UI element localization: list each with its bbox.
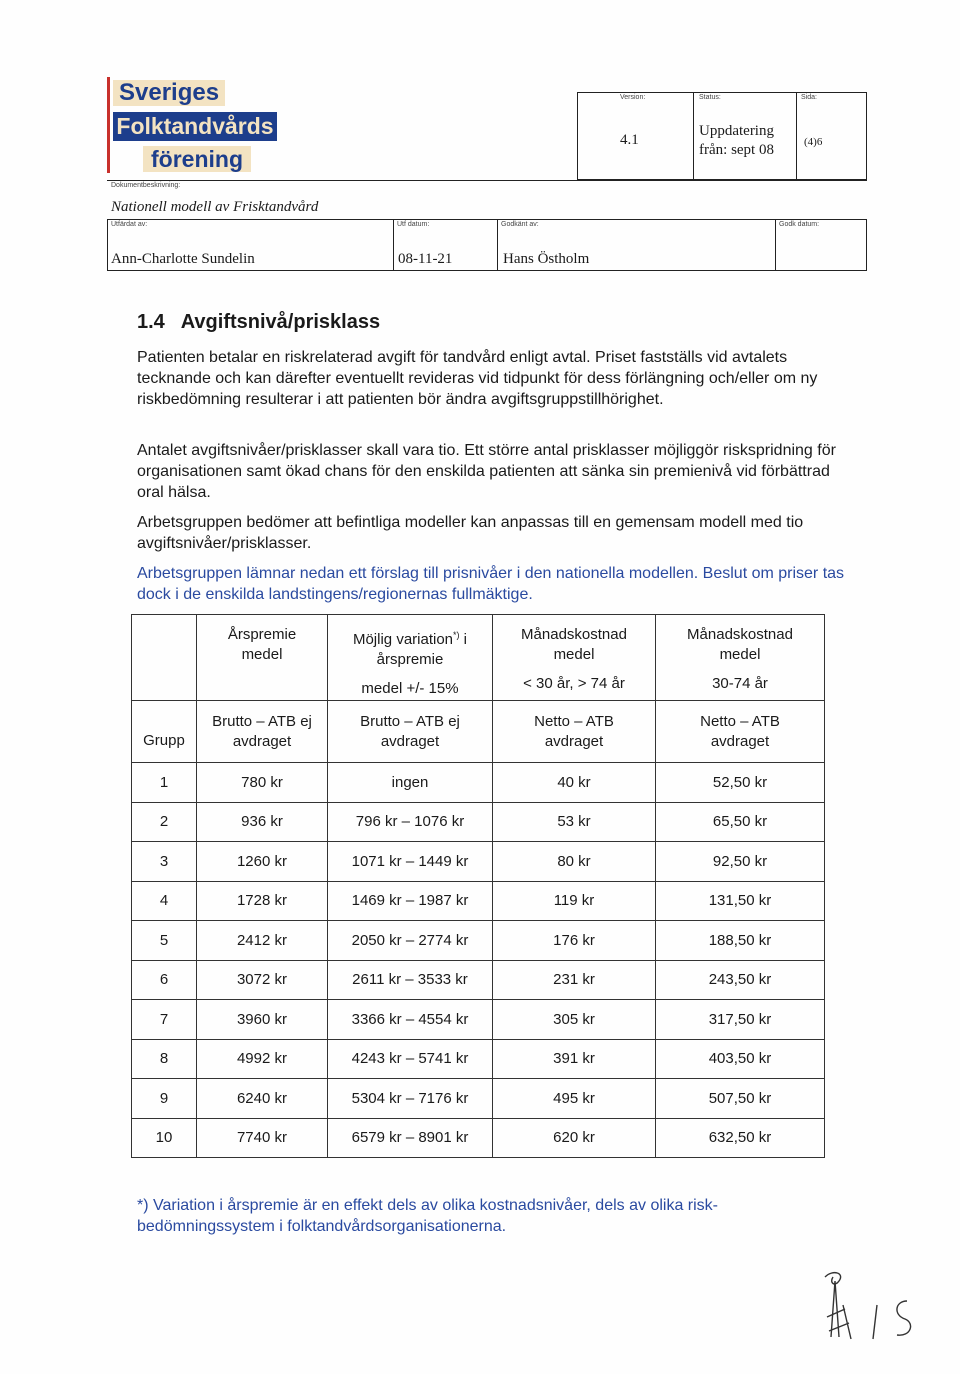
group-cell: 8 — [132, 1039, 197, 1079]
status-label: Status: — [699, 94, 721, 101]
table-row — [132, 921, 825, 961]
section-heading: 1.4 Avgiftsnivå/prisklass — [137, 311, 381, 333]
group-cell: 7 — [132, 1000, 197, 1040]
annual-premium-cell: 7740 kr — [197, 1118, 328, 1158]
annual-premium-cell: 1260 kr — [197, 842, 328, 882]
header-text: Brutto – ATB ej — [360, 712, 460, 730]
annual-premium-cell: 1728 kr — [197, 881, 328, 921]
paragraph-4: Arbetsgruppen lämnar nedan ett förslag till prisnivåer i den nationella modellen. Beslut om priser tas dock i de enskilda landstingens/regionernas fullmäktige. — [137, 565, 845, 603]
header-text: avdraget — [544, 732, 604, 750]
monthly-young-old-cell: 80 kr — [493, 842, 656, 882]
monthly-young-old-cell: 305 kr — [493, 1000, 656, 1040]
header-text — [329, 625, 491, 650]
group-cell: 3 — [132, 842, 197, 882]
divider — [393, 219, 394, 271]
header-cell — [328, 615, 493, 701]
monthly-adult-cell: 632,50 kr — [656, 1118, 825, 1158]
variation-cell: ingen — [328, 763, 493, 803]
paragraph-2: Antalet avgiftsnivåer/prisklasser skall vara tio. Ett större antal prisklasser möjliggör riskspridning för organisationen samt ökad chans för den enskilda patienten att sänka sin premienivå vid förbättrad oral hälsa. — [137, 442, 836, 501]
header-text: medel — [241, 646, 283, 663]
monthly-adult-cell: 52,50 kr — [656, 763, 825, 803]
monthly-adult-cell: 188,50 kr — [656, 921, 825, 961]
page-value: (4)6 — [804, 136, 823, 148]
monthly-adult-cell: 403,50 kr — [656, 1039, 825, 1079]
header-text: < 30 år, > 74 år — [523, 675, 625, 692]
table-row — [132, 763, 825, 803]
group-cell: 6 — [132, 960, 197, 1000]
page-label: Sida: — [801, 94, 817, 101]
annual-premium-cell: 936 kr — [197, 802, 328, 842]
variation-cell: 2050 kr – 2774 kr — [328, 921, 493, 961]
status-value-line2: från: sept 08 — [699, 142, 774, 158]
logo-line-3: förening — [143, 146, 251, 172]
header-text: Brutto – ATB ej — [212, 712, 312, 730]
annual-premium-cell: 2412 kr — [197, 921, 328, 961]
header-text: Netto – ATB — [700, 712, 780, 730]
table-row — [132, 1079, 825, 1119]
table-body — [132, 763, 825, 1158]
organization-logo — [107, 77, 277, 173]
author-value: Ann-Charlotte Sundelin — [111, 251, 255, 267]
divider — [693, 92, 694, 180]
monthly-young-old-cell: 620 kr — [493, 1118, 656, 1158]
table-row — [132, 1039, 825, 1079]
monthly-young-old-cell: 40 kr — [493, 763, 656, 803]
variation-cell: 4243 kr – 5741 kr — [328, 1039, 493, 1079]
header-text: medel +/- 15% — [361, 680, 459, 697]
table-row — [132, 881, 825, 921]
group-cell: 2 — [132, 802, 197, 842]
monthly-adult-cell: 92,50 kr — [656, 842, 825, 882]
monthly-adult-cell: 317,50 kr — [656, 1000, 825, 1040]
header-cell — [493, 701, 656, 763]
table-row — [132, 842, 825, 882]
table-row — [132, 960, 825, 1000]
variation-cell: 5304 kr – 7176 kr — [328, 1079, 493, 1119]
header-text: avdraget — [710, 732, 770, 750]
author-label: Utfärdat av: — [111, 221, 148, 228]
table-row — [132, 1000, 825, 1040]
monthly-young-old-cell: 391 kr — [493, 1039, 656, 1079]
group-cell: 5 — [132, 921, 197, 961]
footnote: *) Variation i årspremie är en effekt dels av olika kostnadsnivåer, dels av olika risk-bedömningssystem i folktandvårdsorganisationerna. — [137, 1197, 719, 1235]
version-value: 4.1 — [620, 132, 639, 148]
variation-cell: 6579 kr – 8901 kr — [328, 1118, 493, 1158]
header-cell — [656, 615, 825, 701]
header-cell — [197, 615, 328, 701]
table-row — [132, 1118, 825, 1158]
status-value-line1: Uppdatering — [699, 123, 774, 139]
footnote-marker: *) — [453, 630, 460, 640]
monthly-young-old-cell: 231 kr — [493, 960, 656, 1000]
header-cell — [656, 701, 825, 763]
monthly-young-old-cell: 495 kr — [493, 1079, 656, 1119]
annual-premium-cell: 4992 kr — [197, 1039, 328, 1079]
logo-line-1: Sveriges — [113, 80, 225, 106]
description-label: Dokumentbeskrivning: — [111, 182, 181, 189]
variation-cell: 3366 kr – 4554 kr — [328, 1000, 493, 1040]
logo-line-2: Folktandvårds — [113, 112, 277, 141]
variation-cell: 1071 kr – 1449 kr — [328, 842, 493, 882]
divider — [107, 180, 867, 181]
group-label: Grupp — [132, 701, 197, 763]
approved-label: Godkänt av: — [501, 221, 539, 228]
header-text: Möjlig variation — [352, 631, 454, 648]
date-label: Utf datum: — [397, 221, 430, 228]
header-text: Netto – ATB — [534, 712, 614, 730]
variation-cell: 796 kr – 1076 kr — [328, 802, 493, 842]
table-row — [132, 802, 825, 842]
header-cell — [132, 615, 197, 701]
logo-red-bar — [107, 77, 110, 173]
approved-value: Hans Östholm — [503, 251, 590, 267]
description-value: Nationell modell av Frisktandvård — [111, 199, 319, 215]
monthly-young-old-cell: 53 kr — [493, 802, 656, 842]
header-text: 30-74 år — [712, 675, 768, 692]
price-table — [131, 614, 825, 1158]
annual-premium-cell: 3072 kr — [197, 960, 328, 1000]
divider — [497, 219, 498, 271]
monthly-young-old-cell: 119 kr — [493, 881, 656, 921]
handwritten-signature — [815, 1265, 935, 1345]
table-subheader-row — [132, 701, 825, 763]
divider — [775, 219, 776, 271]
monthly-young-old-cell: 176 kr — [493, 921, 656, 961]
header-text: Årspremie — [227, 626, 297, 643]
header-cell — [197, 701, 328, 763]
monthly-adult-cell: 65,50 kr — [656, 802, 825, 842]
monthly-adult-cell: 507,50 kr — [656, 1079, 825, 1119]
group-cell: 1 — [132, 763, 197, 803]
header-text: årspremie — [376, 651, 444, 668]
header-text: Månadskostnad — [521, 626, 627, 643]
variation-cell: 1469 kr – 1987 kr — [328, 881, 493, 921]
header-text: Månadskostnad — [687, 626, 793, 643]
header-text: avdraget — [380, 732, 440, 750]
header-text: medel — [719, 646, 761, 663]
monthly-adult-cell: 243,50 kr — [656, 960, 825, 1000]
group-cell: 10 — [132, 1118, 197, 1158]
header-text: avdraget — [232, 732, 292, 750]
annual-premium-cell: 3960 kr — [197, 1000, 328, 1040]
header-text: i — [459, 631, 468, 648]
monthly-adult-cell: 131,50 kr — [656, 881, 825, 921]
header-text: medel — [553, 646, 595, 663]
annual-premium-cell: 6240 kr — [197, 1079, 328, 1119]
variation-cell: 2611 kr – 3533 kr — [328, 960, 493, 1000]
paragraph-3: Arbetsgruppen bedömer att befintliga modeller kan anpassas till en gemensam modell med tio avgiftsnivåer/prisklasser. — [137, 514, 804, 552]
group-cell: 9 — [132, 1079, 197, 1119]
version-label: Version: — [620, 94, 646, 101]
divider — [796, 92, 797, 180]
header-cell — [328, 701, 493, 763]
header-cell — [493, 615, 656, 701]
date-value: 08-11-21 — [398, 251, 453, 267]
table-header-row — [132, 615, 825, 701]
annual-premium-cell: 780 kr — [197, 763, 328, 803]
paragraph-1: Patienten betalar en riskrelaterad avgift för tandvård enligt avtal. Priset fastställs vid avtalets tecknande och kan därefter eventuellt revideras vid tidpunkt för dess förlängning och/eller om ny riskbedömning resulterar i att patienten bör ändra avgiftsgruppstillhörighet. — [137, 349, 818, 408]
group-cell: 4 — [132, 881, 197, 921]
approved-date-label: Godk datum: — [779, 221, 820, 228]
